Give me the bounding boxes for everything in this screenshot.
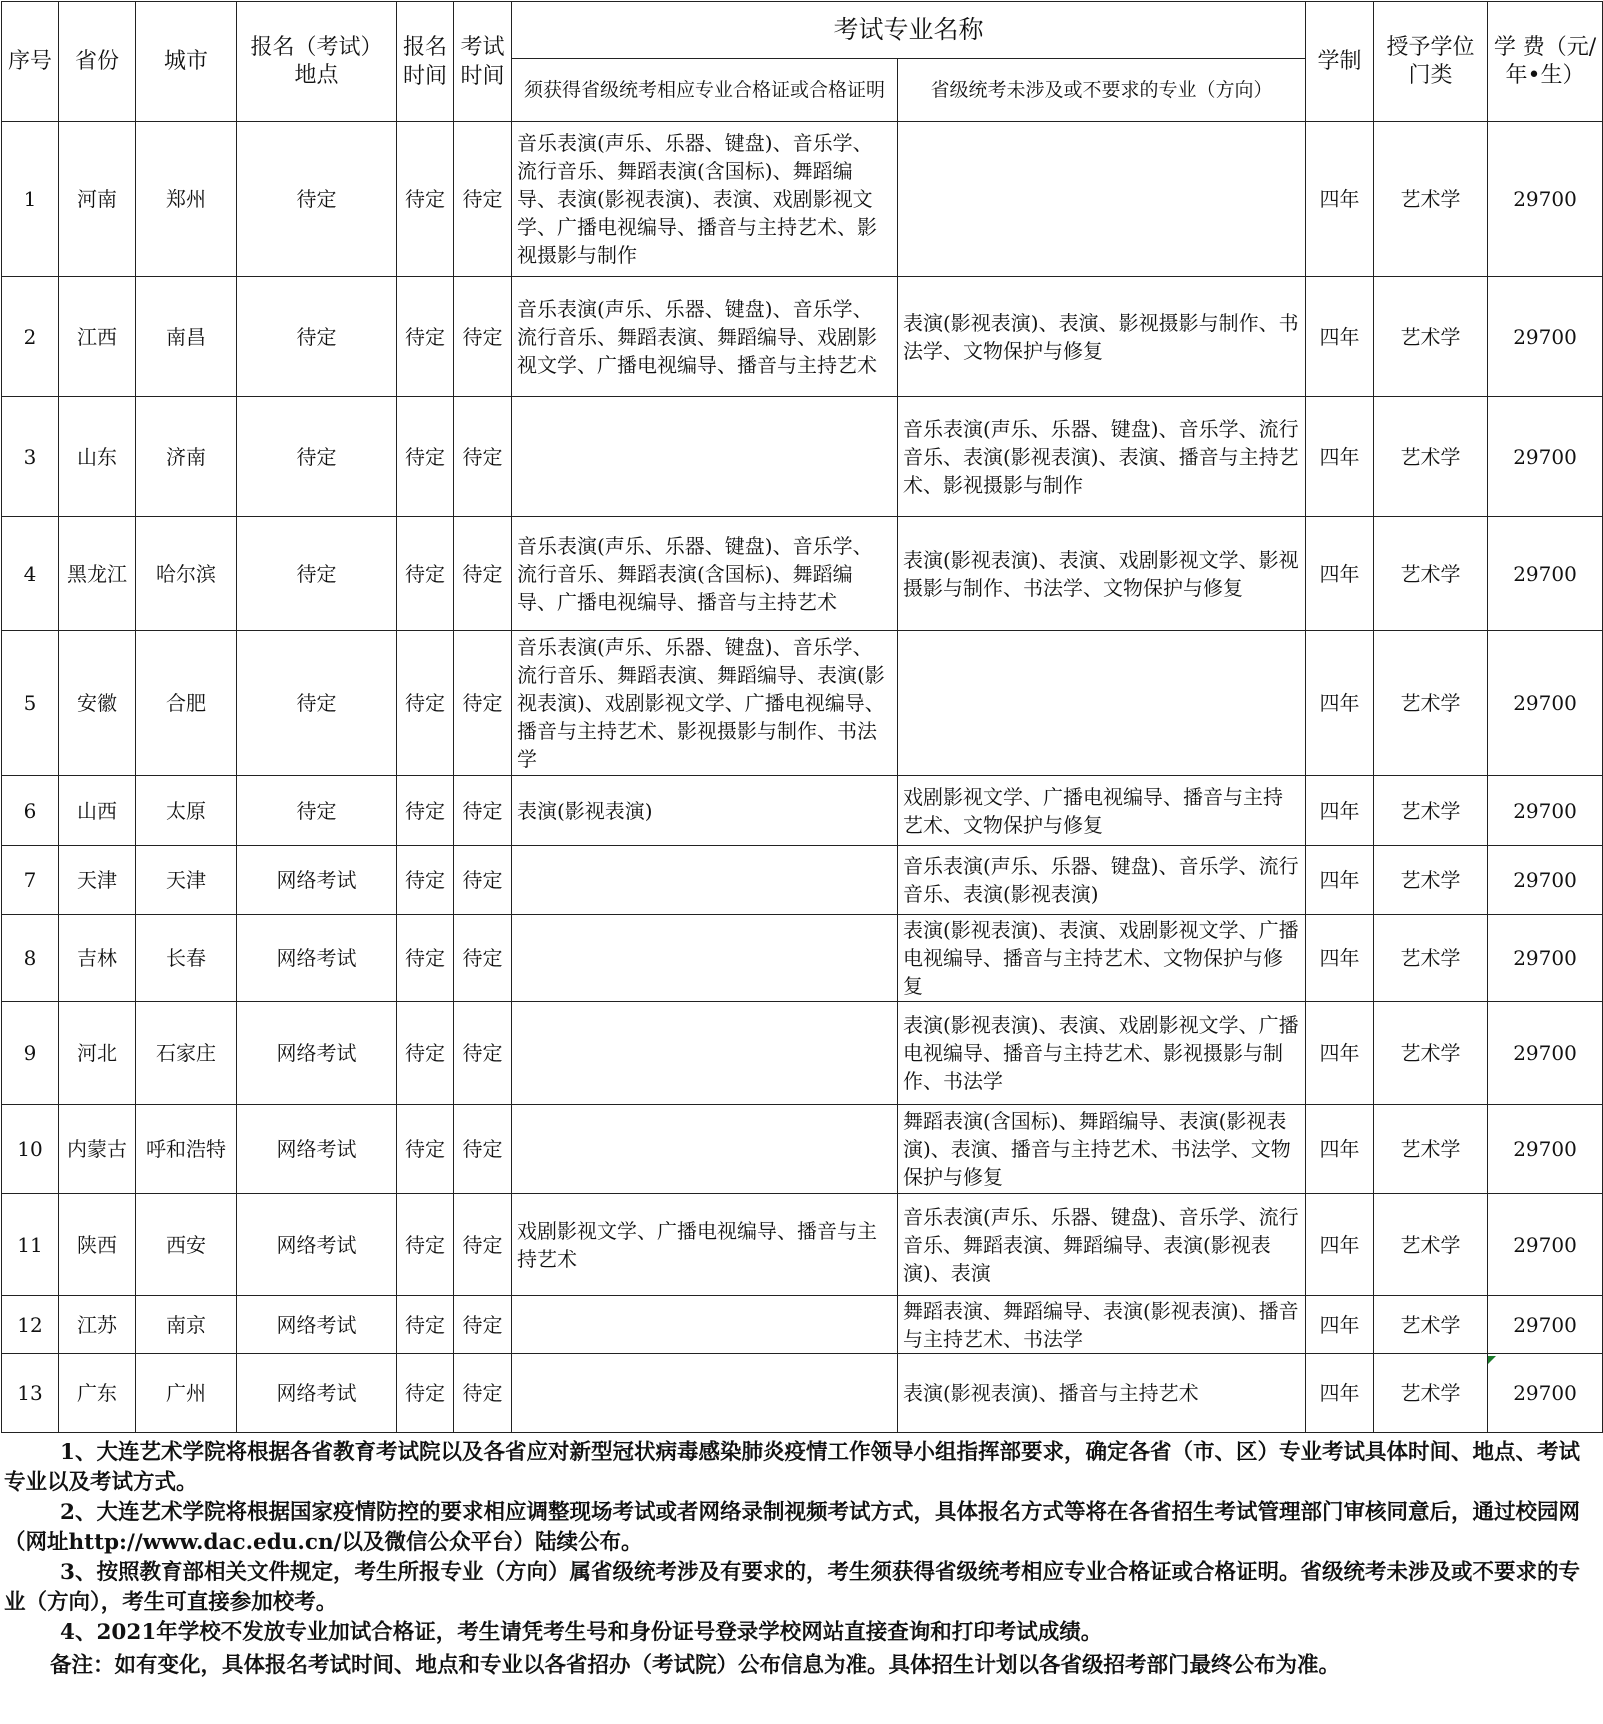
- cell-majors-not-required: 表演(影视表演)、表演、戏剧影视文学、广播电视编导、播音与主持艺术、影视摄影与制作、书法学: [898, 1002, 1306, 1105]
- cell-fee: 29700: [1488, 122, 1603, 277]
- cell-seq: 9: [2, 1002, 59, 1105]
- cell-seq: 8: [2, 915, 59, 1002]
- cell-exam-time: 待定: [454, 1354, 512, 1433]
- cell-city: 广州: [136, 1354, 237, 1433]
- cell-seq: 7: [2, 846, 59, 915]
- cell-majors-required: 音乐表演(声乐、乐器、键盘)、音乐学、流行音乐、舞蹈表演(含国标)、舞蹈编导、表演(影视表演)、表演、戏剧影视文学、广播电视编导、播音与主持艺术、影视摄影与制作: [512, 122, 898, 277]
- cell-location: 待定: [237, 277, 397, 397]
- cell-registration-time: 待定: [397, 915, 454, 1002]
- cell-fee: 29700: [1488, 1354, 1603, 1433]
- cell-majors-required: [512, 1354, 898, 1433]
- cell-majors-not-required: 舞蹈表演(含国标)、舞蹈编导、表演(影视表演)、表演、播音与主持艺术、书法学、文物保护与修复: [898, 1105, 1306, 1194]
- cell-degree: 艺术学: [1374, 1105, 1488, 1194]
- table-row: [2, 517, 1603, 631]
- cell-majors-not-required: 音乐表演(声乐、乐器、键盘)、音乐学、流行音乐、舞蹈表演、舞蹈编导、表演(影视表演)、表演: [898, 1194, 1306, 1296]
- note-item: 4、2021年学校不发放专业加试合格证，考生请凭考生号和身份证号登录学校网站直接查询和打印考试成绩。: [60, 1620, 1103, 1645]
- cell-degree: 艺术学: [1374, 1354, 1488, 1433]
- cell-majors-not-required: 戏剧影视文学、广播电视编导、播音与主持艺术、文物保护与修复: [898, 776, 1306, 846]
- cell-province: 山东: [59, 397, 136, 517]
- cell-province: 江西: [59, 277, 136, 397]
- cell-province: 江苏: [59, 1296, 136, 1354]
- cell-registration-time: 待定: [397, 1296, 454, 1354]
- cell-seq: 6: [2, 776, 59, 846]
- cell-exam-time: 待定: [454, 1194, 512, 1296]
- cell-fee: 29700: [1488, 776, 1603, 846]
- cell-majors-required: [512, 1105, 898, 1194]
- cell-seq: 13: [2, 1354, 59, 1433]
- cell-fee: 29700: [1488, 397, 1603, 517]
- cell-duration: 四年: [1306, 846, 1374, 915]
- cell-city: 合肥: [136, 631, 237, 776]
- cell-exam-time: 待定: [454, 776, 512, 846]
- header-seq: 序号: [2, 2, 59, 122]
- cell-location: 网络考试: [237, 1194, 397, 1296]
- cell-majors-required: 表演(影视表演): [512, 776, 898, 846]
- cell-degree: 艺术学: [1374, 122, 1488, 277]
- cell-location: 网络考试: [237, 1002, 397, 1105]
- cell-duration: 四年: [1306, 1194, 1374, 1296]
- cell-majors-required: 音乐表演(声乐、乐器、键盘)、音乐学、流行音乐、舞蹈表演(含国标)、舞蹈编导、广播电视编导、播音与主持艺术: [512, 517, 898, 631]
- cell-degree: 艺术学: [1374, 846, 1488, 915]
- cell-location: 待定: [237, 397, 397, 517]
- cell-fee: 29700: [1488, 1296, 1603, 1354]
- cell-degree: 艺术学: [1374, 1002, 1488, 1105]
- notes-section: [4, 1438, 1598, 1681]
- cell-location: 网络考试: [237, 1296, 397, 1354]
- exam-schedule-table: [1, 1, 1603, 1433]
- cell-registration-time: 待定: [397, 517, 454, 631]
- cell-registration-time: 待定: [397, 846, 454, 915]
- cell-duration: 四年: [1306, 1296, 1374, 1354]
- cell-exam-time: 待定: [454, 915, 512, 1002]
- cell-exam-time: 待定: [454, 277, 512, 397]
- cell-registration-time: 待定: [397, 1105, 454, 1194]
- table-row: [2, 1194, 1603, 1296]
- header-city: 城市: [136, 2, 237, 122]
- header-location: 报名（考试）地点: [237, 2, 397, 122]
- cell-city: 长春: [136, 915, 237, 1002]
- cell-majors-required: [512, 846, 898, 915]
- cell-duration: 四年: [1306, 776, 1374, 846]
- cell-degree: 艺术学: [1374, 277, 1488, 397]
- table-row: [2, 776, 1603, 846]
- cell-seq: 4: [2, 517, 59, 631]
- cell-seq: 5: [2, 631, 59, 776]
- cell-fee: 29700: [1488, 517, 1603, 631]
- cell-majors-required: [512, 1296, 898, 1354]
- cell-degree: 艺术学: [1374, 517, 1488, 631]
- cell-registration-time: 待定: [397, 631, 454, 776]
- table-row: [2, 277, 1603, 397]
- cell-degree: 艺术学: [1374, 1296, 1488, 1354]
- cell-seq: 11: [2, 1194, 59, 1296]
- cell-duration: 四年: [1306, 915, 1374, 1002]
- table-row: [2, 1296, 1603, 1354]
- cell-majors-required: [512, 1002, 898, 1105]
- cell-seq: 10: [2, 1105, 59, 1194]
- cell-majors-not-required: 表演(影视表演)、播音与主持艺术: [898, 1354, 1306, 1433]
- cell-exam-time: 待定: [454, 1002, 512, 1105]
- cell-city: 太原: [136, 776, 237, 846]
- cell-location: 网络考试: [237, 1354, 397, 1433]
- cell-location: 待定: [237, 776, 397, 846]
- cell-location: 待定: [237, 631, 397, 776]
- header-row-1: [2, 2, 1603, 59]
- cell-city: 南京: [136, 1296, 237, 1354]
- header-exam-majors: 考试专业名称: [512, 2, 1306, 59]
- table-row: [2, 915, 1603, 1002]
- cell-majors-not-required: [898, 122, 1306, 277]
- cell-city: 南昌: [136, 277, 237, 397]
- cell-degree: 艺术学: [1374, 397, 1488, 517]
- cell-duration: 四年: [1306, 1354, 1374, 1433]
- header-degree: 授予学位门类: [1374, 2, 1488, 122]
- cell-duration: 四年: [1306, 122, 1374, 277]
- cell-majors-required: 音乐表演(声乐、乐器、键盘)、音乐学、流行音乐、舞蹈表演、舞蹈编导、戏剧影视文学、广播电视编导、播音与主持艺术: [512, 277, 898, 397]
- cell-exam-time: 待定: [454, 631, 512, 776]
- cell-registration-time: 待定: [397, 1354, 454, 1433]
- cell-majors-not-required: 表演(影视表演)、表演、戏剧影视文学、影视摄影与制作、书法学、文物保护与修复: [898, 517, 1306, 631]
- cell-registration-time: 待定: [397, 1194, 454, 1296]
- cell-city: 济南: [136, 397, 237, 517]
- table-row: [2, 1105, 1603, 1194]
- table-row: [2, 846, 1603, 915]
- cell-seq: 2: [2, 277, 59, 397]
- cell-province: 河南: [59, 122, 136, 277]
- cell-registration-time: 待定: [397, 776, 454, 846]
- cell-province: 河北: [59, 1002, 136, 1105]
- header-province: 省份: [59, 2, 136, 122]
- cell-seq: 12: [2, 1296, 59, 1354]
- cell-fee: 29700: [1488, 277, 1603, 397]
- cell-majors-not-required: 音乐表演(声乐、乐器、键盘)、音乐学、流行音乐、表演(影视表演): [898, 846, 1306, 915]
- cell-exam-time: 待定: [454, 1105, 512, 1194]
- cell-majors-required: [512, 915, 898, 1002]
- cell-majors-required: 戏剧影视文学、广播电视编导、播音与主持艺术: [512, 1194, 898, 1296]
- cell-province: 陕西: [59, 1194, 136, 1296]
- cell-degree: 艺术学: [1374, 915, 1488, 1002]
- header-duration: 学制: [1306, 2, 1374, 122]
- cell-fee: 29700: [1488, 915, 1603, 1002]
- cell-location: 网络考试: [237, 1105, 397, 1194]
- cell-registration-time: 待定: [397, 122, 454, 277]
- cell-seq: 1: [2, 122, 59, 277]
- cell-registration-time: 待定: [397, 1002, 454, 1105]
- table-row: [2, 631, 1603, 776]
- cell-city: 西安: [136, 1194, 237, 1296]
- cell-duration: 四年: [1306, 631, 1374, 776]
- cell-location: 待定: [237, 517, 397, 631]
- table-row: [2, 1354, 1603, 1433]
- cell-duration: 四年: [1306, 517, 1374, 631]
- note-item: 2、大连艺术学院将根据国家疫情防控的要求相应调整现场考试或者网络录制视频考试方式，具体报名方式等将在各省招生考试管理部门审核同意后，通过校园网（网址http://www.dac.edu.cn/以及微信公众平台）陆续公布。: [4, 1500, 1580, 1555]
- table-row: [2, 397, 1603, 517]
- cell-exam-time: 待定: [454, 122, 512, 277]
- cell-province: 山西: [59, 776, 136, 846]
- cell-majors-not-required: 音乐表演(声乐、乐器、键盘)、音乐学、流行音乐、表演(影视表演)、表演、播音与主持艺术、影视摄影与制作: [898, 397, 1306, 517]
- cell-city: 郑州: [136, 122, 237, 277]
- cell-fee: 29700: [1488, 1002, 1603, 1105]
- header-majors-required: 须获得省级统考相应专业合格证或合格证明: [512, 59, 898, 122]
- header-majors-not-required: 省级统考未涉及或不要求的专业（方向）: [898, 59, 1306, 122]
- cell-location: 网络考试: [237, 846, 397, 915]
- note-item: 3、按照教育部相关文件规定，考生所报专业（方向）属省级统考涉及有要求的，考生须获得省级统考相应专业合格证或合格证明。省级统考未涉及或不要求的专业（方向），考生可直接参加校考。: [4, 1560, 1580, 1615]
- cell-majors-required: [512, 397, 898, 517]
- cell-fee: 29700: [1488, 846, 1603, 915]
- cell-duration: 四年: [1306, 397, 1374, 517]
- table-row: [2, 122, 1603, 277]
- cell-registration-time: 待定: [397, 277, 454, 397]
- cell-duration: 四年: [1306, 1002, 1374, 1105]
- cell-fee: 29700: [1488, 631, 1603, 776]
- cell-degree: 艺术学: [1374, 1194, 1488, 1296]
- cell-city: 天津: [136, 846, 237, 915]
- cell-comment-marker-icon: [1488, 1356, 1496, 1364]
- cell-province: 黑龙江: [59, 517, 136, 631]
- cell-province: 内蒙古: [59, 1105, 136, 1194]
- remark: 备注：如有变化，具体报名考试时间、地点和专业以各省招办（考试院）公布信息为准。具体招生计划以各省级招考部门最终公布为准。: [50, 1653, 1341, 1678]
- cell-duration: 四年: [1306, 277, 1374, 397]
- header-fee: 学 费（元/年•生）: [1488, 2, 1603, 122]
- cell-exam-time: 待定: [454, 846, 512, 915]
- cell-city: 石家庄: [136, 1002, 237, 1105]
- cell-city: 呼和浩特: [136, 1105, 237, 1194]
- cell-registration-time: 待定: [397, 397, 454, 517]
- cell-duration: 四年: [1306, 1105, 1374, 1194]
- cell-majors-not-required: [898, 631, 1306, 776]
- cell-seq: 3: [2, 397, 59, 517]
- cell-province: 天津: [59, 846, 136, 915]
- cell-fee: 29700: [1488, 1105, 1603, 1194]
- cell-majors-not-required: 舞蹈表演、舞蹈编导、表演(影视表演)、播音与主持艺术、书法学: [898, 1296, 1306, 1354]
- cell-exam-time: 待定: [454, 1296, 512, 1354]
- cell-location: 网络考试: [237, 915, 397, 1002]
- cell-majors-not-required: 表演(影视表演)、表演、影视摄影与制作、书法学、文物保护与修复: [898, 277, 1306, 397]
- cell-majors-required: 音乐表演(声乐、乐器、键盘)、音乐学、流行音乐、舞蹈表演、舞蹈编导、表演(影视表演)、戏剧影视文学、广播电视编导、播音与主持艺术、影视摄影与制作、书法学: [512, 631, 898, 776]
- cell-province: 安徽: [59, 631, 136, 776]
- cell-fee: 29700: [1488, 1194, 1603, 1296]
- cell-degree: 艺术学: [1374, 631, 1488, 776]
- cell-location: 待定: [237, 122, 397, 277]
- header-registration-time: 报名时间: [397, 2, 454, 122]
- cell-province: 吉林: [59, 915, 136, 1002]
- cell-exam-time: 待定: [454, 397, 512, 517]
- cell-exam-time: 待定: [454, 517, 512, 631]
- cell-degree: 艺术学: [1374, 776, 1488, 846]
- note-item: 1、大连艺术学院将根据各省教育考试院以及各省应对新型冠状病毒感染肺炎疫情工作领导小组指挥部要求，确定各省（市、区）专业考试具体时间、地点、考试专业以及考试方式。: [4, 1440, 1580, 1495]
- cell-city: 哈尔滨: [136, 517, 237, 631]
- header-exam-time: 考试时间: [454, 2, 512, 122]
- table-row: [2, 1002, 1603, 1105]
- cell-province: 广东: [59, 1354, 136, 1433]
- cell-majors-not-required: 表演(影视表演)、表演、戏剧影视文学、广播电视编导、播音与主持艺术、文物保护与修复: [898, 915, 1306, 1002]
